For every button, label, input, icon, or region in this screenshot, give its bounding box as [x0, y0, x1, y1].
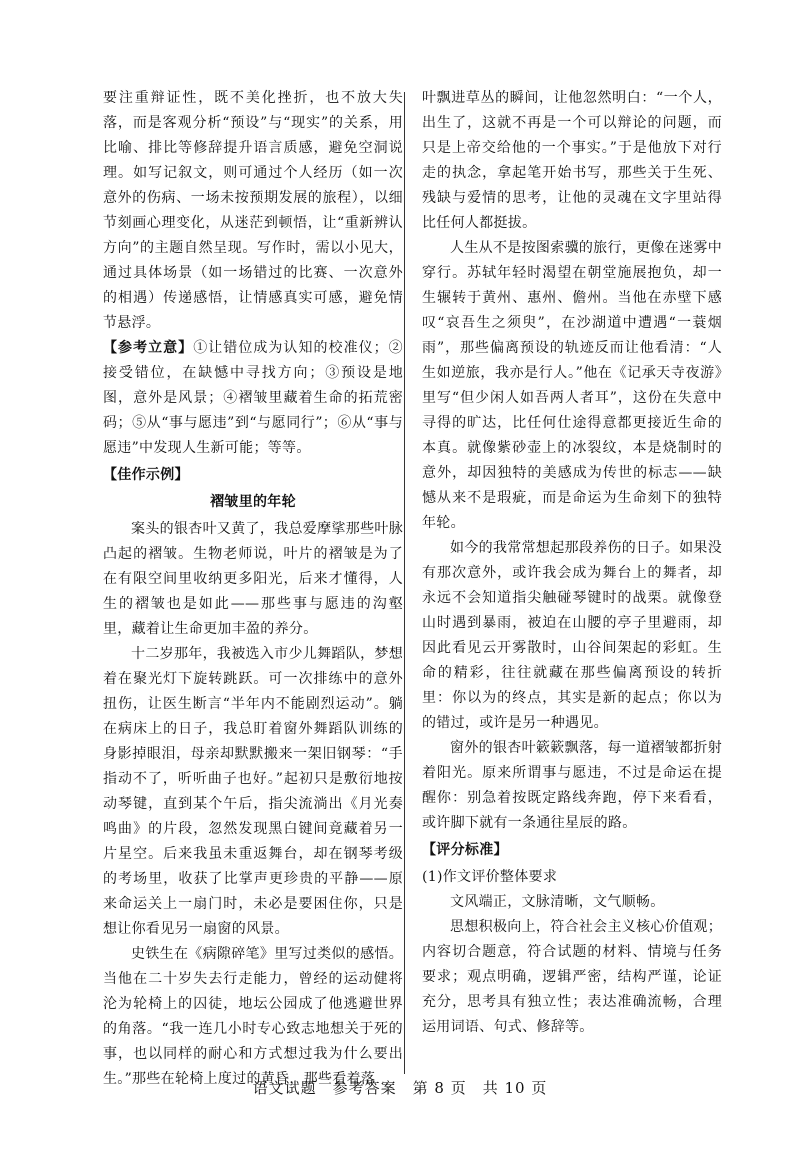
example-essay-heading: 【佳作示例】 [103, 467, 189, 483]
reference-ideas [103, 336, 403, 461]
page-footer: 语文试题 参考答案 第 8 页 共 10 页 [252, 1079, 548, 1097]
essay-paragraph-1: 案头的银杏叶又黄了，我总爱摩挲那些叶脉凸起的褶皱。生物老师说，叶片的褶皱是为了在有限空间里收纳更多阳光，后来才懂得，人生的褶皱也是如此——那些事与愿违的沟壑里，藏着让生命更加丰盈的养分。 [103, 521, 403, 637]
column-divider [404, 92, 405, 1074]
reference-ideas-label: 【参考立意】 [103, 340, 194, 356]
scoring-criteria-heading: 【评分标准】 [422, 842, 508, 858]
scoring-standard-2: 思想积极向上，符合社会主义核心价值观；内容切合题意，符合试题的材料、情境与任务要求；观点明确，逻辑严密，结构严谨，论证充分，思考具有独立性；表达准确流畅，合理运用词语、句式、修辞等。 [422, 919, 722, 1035]
scoring-standard-1: 文风端正，文脉清晰，文气顺畅。 [450, 894, 665, 910]
right-column [422, 86, 722, 1040]
reference-ideas-text: ①让错位成为认知的校准仪；②接受错位，在缺憾中寻找方向；③预设是地图，意外是风景；④褶皱里藏着生命的拓荒密码；⑤从“事与愿违”到“与愿同行”；⑥从“事与愿违”中发现人生新可能；等等。 [103, 340, 403, 456]
essay-paragraph-4: 人生从不是按图索骥的旅行，更像在迷雾中穿行。苏轼年轻时渴望在朝堂施展抱负，却一生辗转于黄州、惠州、儋州。当他在赤壁下感叹“哀吾生之须臾”，在沙湖道中遭遇“一蓑烟雨”，那些偏离预设的轨迹反而让他看清：“人生如逆旅，我亦是行人。”他在《记承天寺夜游》里写“但少闲人如吾两人者耳”，这份在失意中寻得的旷达，比任何仕途得意都更接近生命的本真。就像紫砂壶上的冰裂纹，本是烧制时的意外，却因独特的美感成为传世的标志——缺憾从来不是瑕疵，而是命运为生命刻下的独特年轮。 [422, 240, 722, 531]
essay-title: 褶皱里的年轮 [210, 494, 296, 510]
left-column [103, 86, 403, 1092]
scoring-item-1: (1)作文评价整体要求 [422, 869, 558, 885]
essay-paragraph-3: 史铁生在《病隙碎笔》里写过类似的感悟。当他在二十岁失去行走能力，曾经的运动健将沦为轮椅上的囚徒，地坛公园成了他逃避世界的角落。“我一连几小时专心致志地想关于死的事，也以同样的耐心和方式想过我为什么要出生。”那些在轮椅上度过的黄昏，那些看着落 [103, 946, 403, 1087]
essay-paragraph-6: 窗外的银杏叶簌簌飘落，每一道褶皱都折射着阳光。原来所谓事与愿违，不过是命运在提醒你：别急着按既定路线奔跑，停下来看看，或许脚下就有一条通往星辰的路。 [422, 740, 722, 831]
essay-paragraph-2: 十二岁那年，我被选入市少儿舞蹈队，梦想着在聚光灯下旋转跳跃。可一次排练中的意外扭伤，让医生断言“半年内不能剧烈运动”。躺在病床上的日子，我总盯着窗外舞蹈队训练的身影掉眼泪，母亲却默默搬来一架旧钢琴：“手指动不了，听听曲子也好。”起初只是敷衍地按动琴键，直到某个午后，指尖流淌出《月光奏鸣曲》的片段，忽然发现黑白键间竟藏着另一片星空。后来我虽未重返舞台，却在钢琴考级的考场里，收获了比掌声更珍贵的平静——原来命运关上一扇门时，未必是要困住你，只是想让你看见另一扇窗的风景。 [103, 646, 403, 937]
essay-paragraph-5: 如今的我常常想起那段养伤的日子。如果没有那次意外，或许我会成为舞台上的舞者，却永远不会知道指尖触碰琴键时的战栗。就像登山时遇到暴雨，被迫在山腰的亭子里避雨，却因此看见云开雾散时，山谷间架起的彩虹。生命的精彩，往往就藏在那些偏离预设的转折里：你以为的终点，其实是新的起点；你以为的错过，或许是另一种遇见。 [422, 540, 722, 731]
writing-guidance-paragraph: 要注重辩证性，既不美化挫折，也不放大失落，而是客观分析“预设”与“现实”的关系，用比喻、排比等修辞提升语言质感，避免空洞说理。如写记叙文，则可通过个人经历（如一次意外的伤病、一场未按预期发展的旅程），以细节刻画心理变化，从迷茫到顿悟，让“重新辨认方向”的主题自然呈现。写作时，需以小见大，通过具体场景（如一场错过的比赛、一次意外的相遇）传递感悟，让情感真实可感，避免情节悬浮。 [103, 90, 403, 331]
essay-paragraph-3-continued: 叶飘进草丛的瞬间，让他忽然明白：“一个人，出生了，这就不再是一个可以辩论的问题，而只是上帝交给他的一个事实。”于是他放下对行走的执念，拿起笔开始书写，那些关于生死、残缺与爱情的思考，让他的灵魂在文字里站得比任何人都挺拔。 [422, 90, 722, 231]
